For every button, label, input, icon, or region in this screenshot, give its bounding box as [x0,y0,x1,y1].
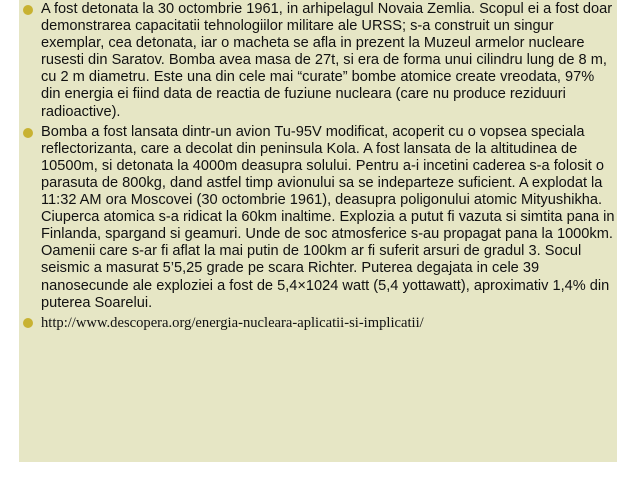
source-link[interactable]: http://www.descopera.org/energia-nucleara-aplicatii-si-implicatii/ [41,314,424,331]
bullet-dot-icon [23,128,33,138]
slide [19,0,617,462]
bullet-item [19,124,615,312]
bullet-item-link [19,315,615,332]
bullet-dot-icon [23,5,33,15]
bullet-text: A fost detonata la 30 octombrie 1961, in arhipelagul Novaia Zemlia. Scopul ei a fost doar demonstrarea capacitatii tehnologiilor militare ale URSS; s-a construit un singur exemplar, cea detonata, iar o macheta se afla in prezent la Muzeul armelor nucleare rusesti din Saratov. Bomba avea masa de 27t, si era de forma unui cilindru lung de 8 m, cu 2 m diametru. Este una din cele mai “curate” bombe atomice create vreodata, 97% din energia ei fiind data de reactia de fuziune nucleara (care nu produce reziduuri radioactive). [41,1,613,120]
bullet-dot-icon [23,318,33,328]
bullet-list [19,1,615,335]
bullet-item [19,1,615,121]
bullet-text: Bomba a fost lansata dintr-un avion Tu-95V modificat, acoperit cu o vopsea speciala reflectorizanta, care a decolat din peninsula Kola. A fost lansata de la altitudinea de 10500m, si detonata la 4000m deasupra solului. Pentru a-i incetini caderea s-a folosit o parasuta de 800kg, dand astfel timp avionului sa se indeparteze suficient. A explodat la 11:32 AM ora Moscovei (30 octombrie 1961), deasupra poligonului atomic Mityushikha. Ciuperca atomica s-a ridicat la 60km inaltime. Explozia a putut fi vazuta si simtita pana in Finlanda, spargand si geamuri. Unde de soc atmosferice s-au propagat pana la 1000km. Oamenii care s-ar fi aflat la mai putin de 100km ar fi suferit arsuri de gradul 3. Socul seismic a masurat 5’5,25 grade pe scara Richter. Puterea degajata in cele 39 nanosecunde ale exploziei a fost de 5,4×1024 watt (5,4 yottawatt), aproximativ 1,4% din puterea Soarelui. [41,123,615,311]
